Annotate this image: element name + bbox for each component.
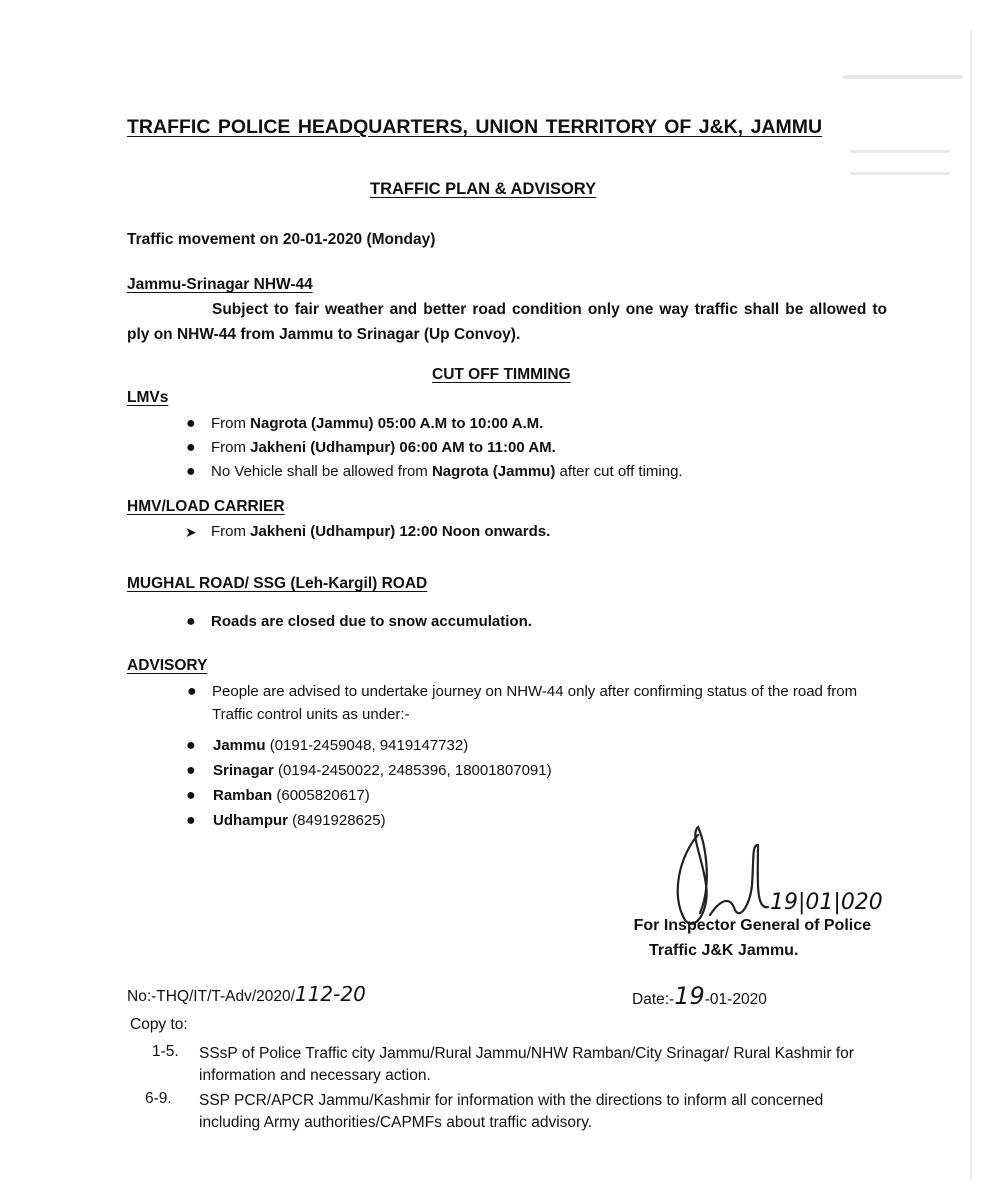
contact-list: [186, 733, 552, 833]
hmv-list: [185, 520, 551, 544]
list-item: ● Ramban (6005820617): [213, 783, 552, 808]
bullet-icon: ●: [186, 415, 196, 432]
bullet-icon: ●: [186, 737, 196, 754]
lmv-heading: LMVs: [127, 389, 169, 406]
scan-noise: [850, 150, 950, 153]
bullet-icon: ●: [187, 683, 197, 700]
bullet-icon: ●: [186, 613, 196, 630]
list-item: ● From Jakheni (Udhampur) 06:00 AM to 11:00 AM.: [211, 436, 683, 460]
nhw-heading: Jammu-Srinagar NHW-44: [127, 276, 313, 293]
bullet-icon: ●: [186, 812, 196, 829]
copy-item-text: SSP PCR/APCR Jammu/Kashmir for information with the directions to inform all concerned including Army authorities/CAPMFs about traffic advisory.: [199, 1092, 824, 1131]
list-item: ➤ From Jakheni (Udhampur) 12:00 Noon onwards.: [211, 520, 550, 544]
signatory-line-1: For Inspector General of Police: [633, 917, 871, 934]
copy-item-text: SSsP of Police Traffic city Jammu/Rural Jammu/NHW Ramban/City Srinagar/ Rural Kashmir for information and necessary action.: [199, 1045, 854, 1084]
mughal-list: [186, 610, 532, 634]
arrow-bullet-icon: ➤: [185, 524, 197, 540]
copy-item-number: 6-9.: [145, 1090, 172, 1107]
bullet-icon: ●: [186, 439, 196, 456]
traffic-movement-date: Traffic movement on 20-01-2020 (Monday): [127, 231, 436, 248]
hmv-heading: HMV/LOAD CARRIER: [127, 498, 285, 515]
reference-number: No:-THQ/IT/T-Adv/2020/112-20: [127, 982, 366, 1006]
list-item: ● From Nagrota (Jammu) 05:00 A.M to 10:00 A.M.: [211, 412, 683, 436]
list-item: ● Roads are closed due to snow accumulation.: [211, 610, 532, 634]
advisory-heading: ADVISORY: [127, 657, 208, 674]
scan-noise: [843, 75, 963, 79]
bullet-icon: ●: [186, 787, 196, 804]
page-subtitle: TRAFFIC PLAN & ADVISORY: [370, 180, 597, 198]
bullet-icon: ●: [186, 762, 196, 779]
list-item: ● Udhampur (8491928625): [213, 808, 552, 833]
bullet-icon: ●: [186, 463, 196, 480]
signatory-line-2: Traffic J&K Jammu.: [649, 942, 799, 959]
copy-item-number: 1-5.: [152, 1043, 179, 1060]
scan-noise: [970, 30, 972, 1180]
copy-to-label: Copy to:: [130, 1016, 188, 1033]
scan-noise: [850, 172, 950, 175]
advisory-intro: ● People are advised to undertake journey on NHW-44 only after confirming status of the road from Traffic control units as under:-: [212, 680, 892, 726]
lmv-list: [186, 412, 683, 484]
cutoff-heading: CUT OFF TIMMING: [432, 366, 571, 383]
document-date: Date:-19-01-2020: [632, 982, 767, 1010]
list-item: ● No Vehicle shall be allowed from Nagrota (Jammu) after cut off timing.: [211, 460, 683, 484]
mughal-heading: MUGHAL ROAD/ SSG (Leh-Kargil) ROAD: [127, 575, 428, 592]
page-title: TRAFFIC POLICE HEADQUARTERS, UNION TERRITORY OF J&K, JAMMU: [127, 116, 823, 138]
list-item: ● Srinagar (0194-2450022, 2485396, 18001807091): [213, 758, 552, 783]
nhw-paragraph: Subject to fair weather and better road condition only one way traffic shall be allowed to ply on NHW-44 from Jammu to Srinagar (Up Convoy).: [127, 301, 887, 343]
list-item: ● Jammu (0191-2459048, 9419147732): [213, 733, 552, 758]
handwritten-date: 19|01|020: [770, 890, 883, 915]
